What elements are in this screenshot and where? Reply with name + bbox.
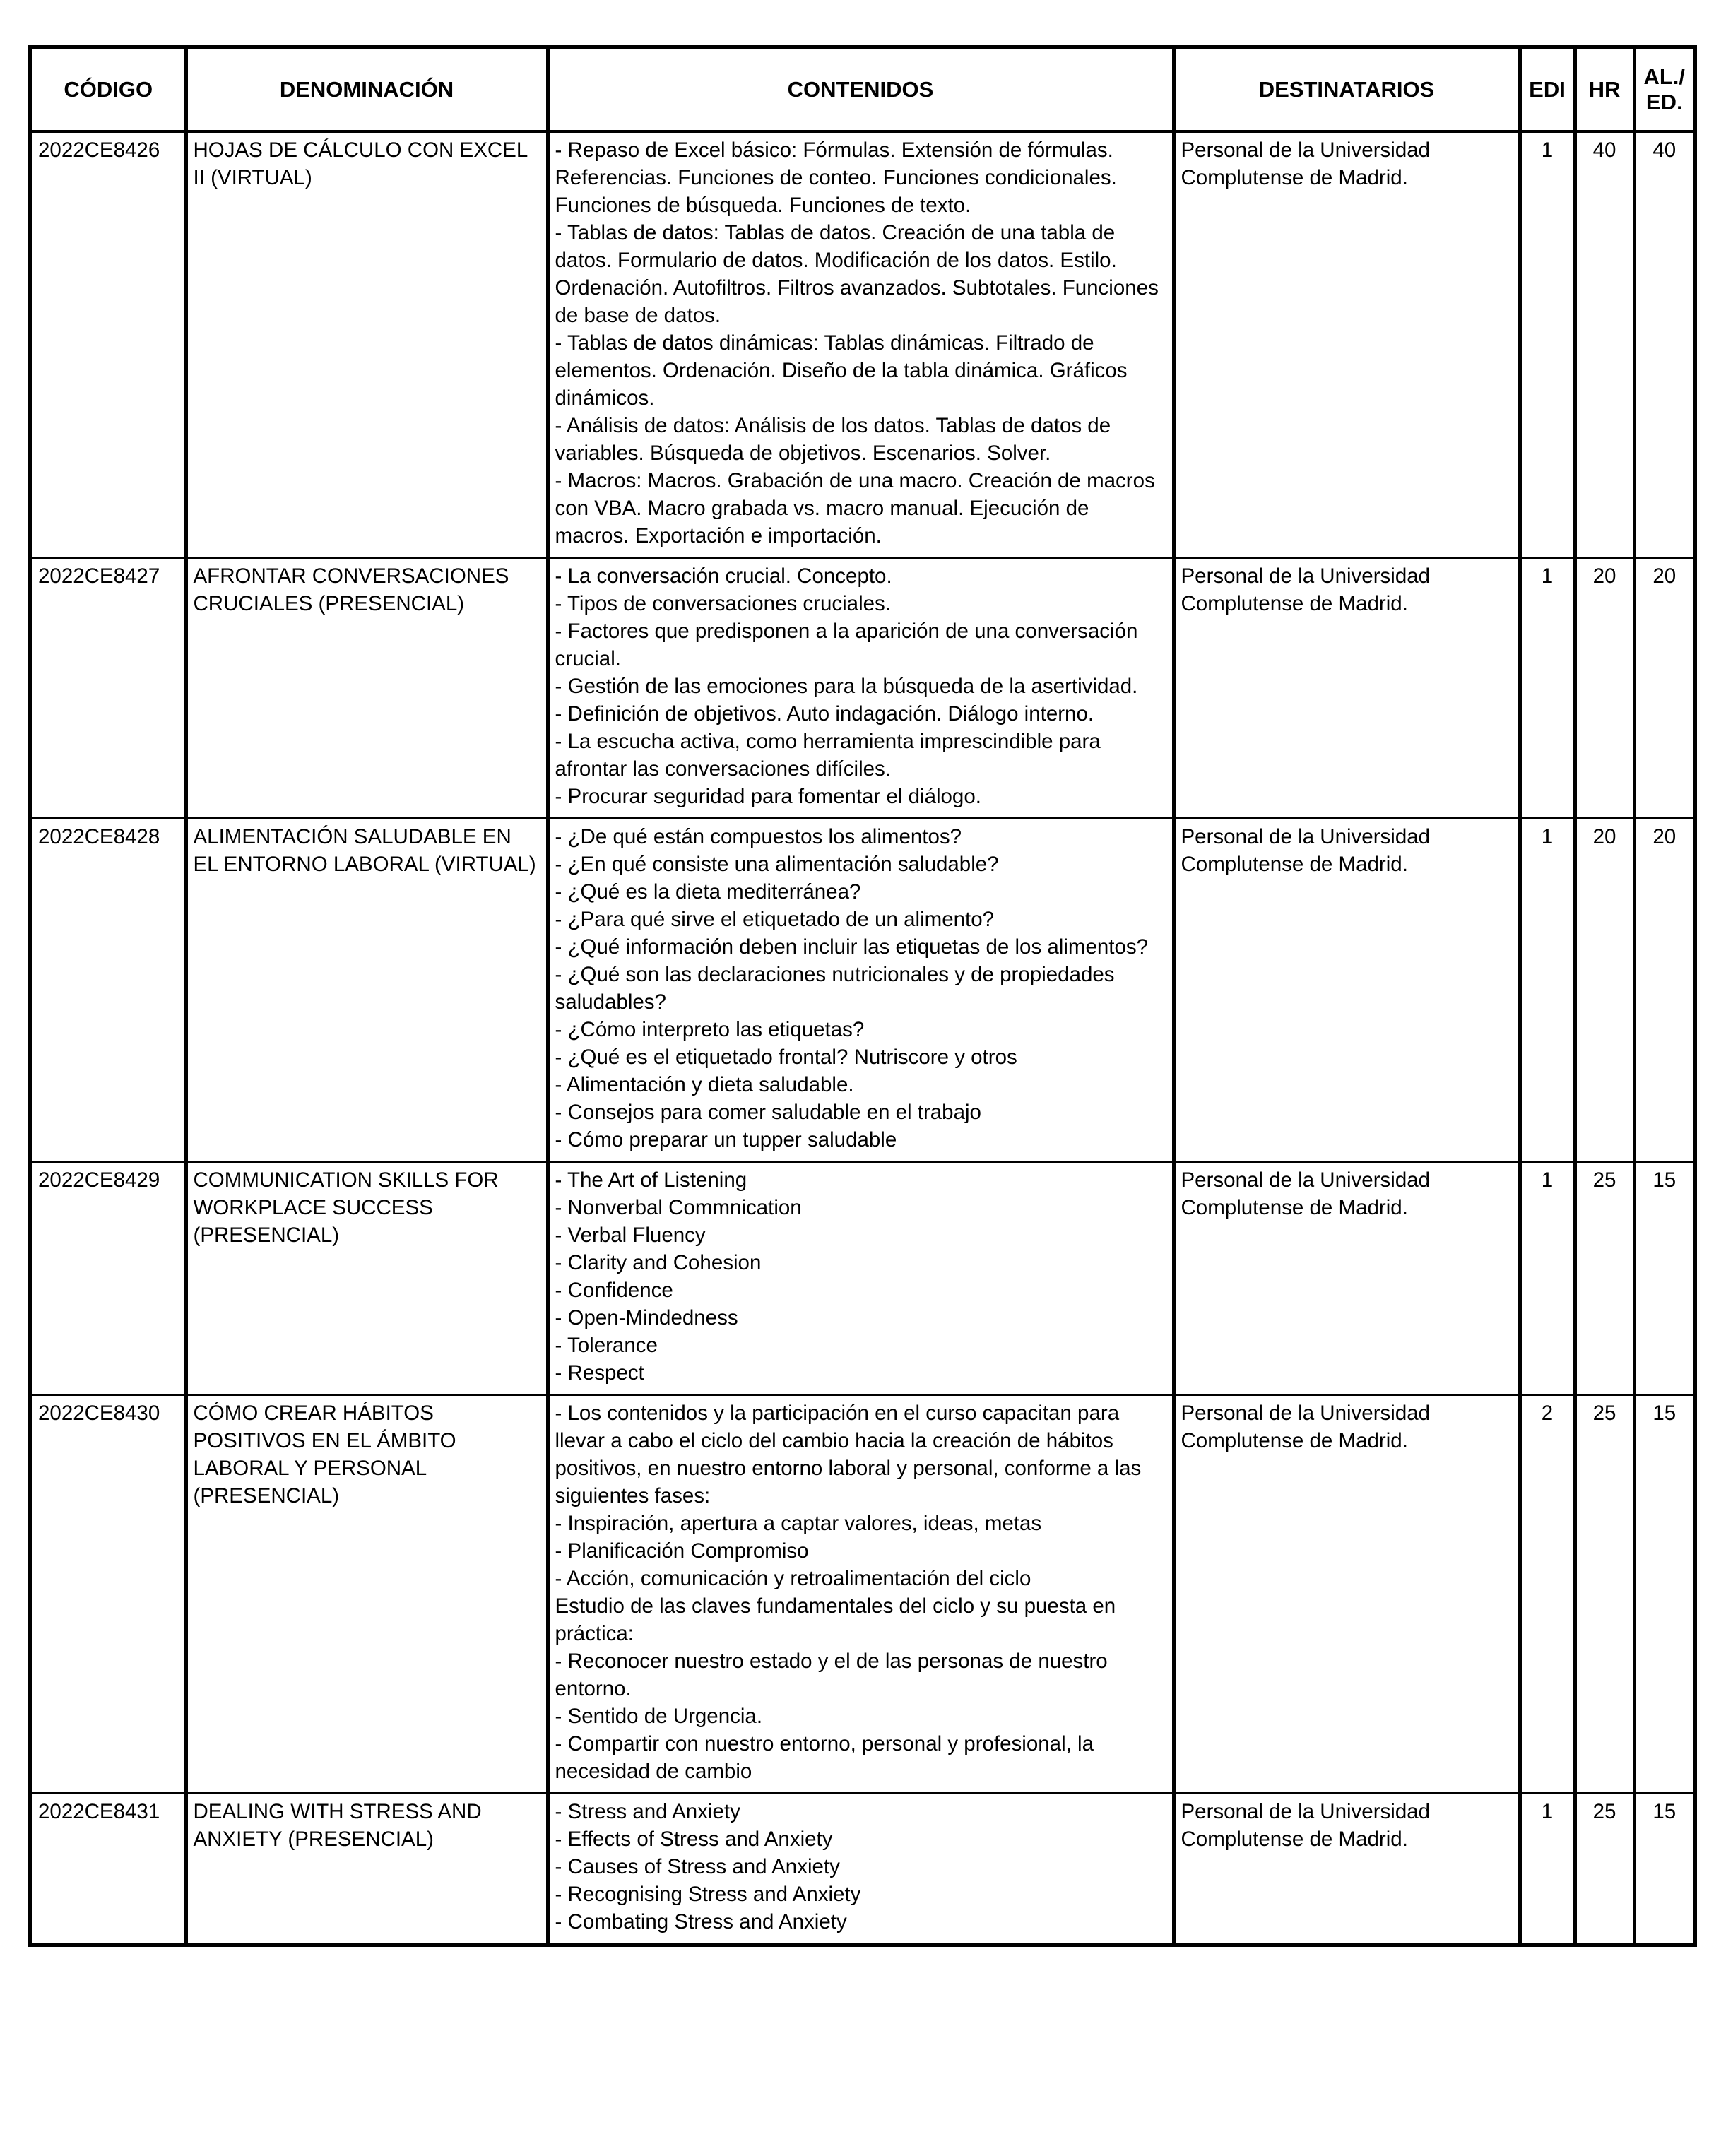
contenidos-line: - Macros: Macros. Grabación de una macro. Creación de macros con VBA. Macro grabada vs. macro manual. Ejecución de macros. Exportación e importación. bbox=[555, 469, 1155, 547]
table-row bbox=[30, 558, 1695, 819]
denominacion-cell: HOJAS DE CÁLCULO CON EXCEL II (VIRTUAL) bbox=[186, 131, 548, 558]
al-ed-cell: 20 bbox=[1634, 558, 1695, 819]
contenidos-line: - Effects of Stress and Anxiety bbox=[555, 1828, 833, 1851]
edi-cell: 1 bbox=[1520, 1162, 1575, 1395]
column-header-edi: EDI bbox=[1520, 47, 1575, 131]
contenidos-line: - Definición de objetivos. Auto indagación. Diálogo interno. bbox=[555, 702, 1094, 725]
column-header-hr: HR bbox=[1575, 47, 1634, 131]
contenidos-line: - Verbal Fluency bbox=[555, 1224, 706, 1247]
contenidos-line: - Gestión de las emociones para la búsqueda de la asertividad. bbox=[555, 675, 1138, 698]
edi-cell: 1 bbox=[1520, 819, 1575, 1162]
denominacion-cell: CÓMO CREAR HÁBITOS POSITIVOS EN EL ÁMBITO LABORAL Y PERSONAL (PRESENCIAL) bbox=[186, 1395, 548, 1794]
contenidos-line: - ¿En qué consiste una alimentación saludable? bbox=[555, 853, 999, 876]
contenidos-line: - Clarity and Cohesion bbox=[555, 1251, 762, 1274]
column-header-al-ed-line2: ED. bbox=[1645, 90, 1683, 114]
contenidos-line: - ¿Qué es el etiquetado frontal? Nutriscore y otros bbox=[555, 1046, 1017, 1069]
contenidos-line: - Consejos para comer saludable en el trabajo bbox=[555, 1101, 981, 1124]
table-row bbox=[30, 819, 1695, 1162]
contenidos-line: - Alimentación y dieta saludable. bbox=[555, 1073, 854, 1096]
al-ed-cell: 15 bbox=[1634, 1794, 1695, 1945]
column-header-codigo: CÓDIGO bbox=[30, 47, 186, 131]
contenidos-line: - Confidence bbox=[555, 1279, 673, 1302]
contenidos-cell bbox=[548, 131, 1173, 558]
hr-cell: 20 bbox=[1575, 819, 1634, 1162]
contenidos-line: - ¿De qué están compuestos los alimentos? bbox=[555, 825, 962, 848]
contenidos-cell bbox=[548, 1162, 1173, 1395]
hr-cell: 25 bbox=[1575, 1395, 1634, 1794]
edi-cell: 1 bbox=[1520, 1794, 1575, 1945]
codigo-cell: 2022CE8430 bbox=[30, 1395, 186, 1794]
codigo-cell: 2022CE8429 bbox=[30, 1162, 186, 1395]
table-row bbox=[30, 131, 1695, 558]
contenidos-line: - La escucha activa, como herramienta imprescindible para afrontar las conversaciones difíciles. bbox=[555, 730, 1101, 781]
column-header-al-ed-line1: AL./ bbox=[1643, 64, 1686, 89]
contenidos-line: - ¿Para qué sirve el etiquetado de un alimento? bbox=[555, 908, 995, 931]
codigo-cell: 2022CE8428 bbox=[30, 819, 186, 1162]
column-header-al-ed bbox=[1634, 47, 1695, 131]
al-ed-cell: 20 bbox=[1634, 819, 1695, 1162]
edi-cell: 1 bbox=[1520, 558, 1575, 819]
contenidos-line: - Recognising Stress and Anxiety bbox=[555, 1883, 861, 1906]
contenidos-line: - Planificación Compromiso bbox=[555, 1539, 809, 1563]
al-ed-cell: 40 bbox=[1634, 131, 1695, 558]
al-ed-cell: 15 bbox=[1634, 1162, 1695, 1395]
contenidos-line: - ¿Cómo interpreto las etiquetas? bbox=[555, 1018, 865, 1041]
denominacion-cell: COMMUNICATION SKILLS FOR WORKPLACE SUCCESS (PRESENCIAL) bbox=[186, 1162, 548, 1395]
contenidos-line: - Cómo preparar un tupper saludable bbox=[555, 1128, 897, 1151]
contenidos-line: - Open-Mindedness bbox=[555, 1306, 738, 1329]
table-row bbox=[30, 1395, 1695, 1794]
contenidos-line: - Procurar seguridad para fomentar el diálogo. bbox=[555, 785, 981, 808]
edi-cell: 2 bbox=[1520, 1395, 1575, 1794]
contenidos-line: - Stress and Anxiety bbox=[555, 1800, 740, 1823]
table-body bbox=[30, 131, 1695, 1945]
contenidos-line: Estudio de las claves fundamentales del ciclo y su puesta en práctica: bbox=[555, 1594, 1116, 1645]
contenidos-line: - The Art of Listening bbox=[555, 1168, 747, 1192]
contenidos-line: - Nonverbal Commnication bbox=[555, 1196, 802, 1219]
contenidos-line: - Repaso de Excel básico: Fórmulas. Extensión de fórmulas. Referencias. Funciones de conteo. Funciones condicionales. Funciones de búsqueda. Funciones de texto. bbox=[555, 138, 1117, 217]
contenidos-cell bbox=[548, 1794, 1173, 1945]
hr-cell: 40 bbox=[1575, 131, 1634, 558]
column-header-contenidos: CONTENIDOS bbox=[548, 47, 1173, 131]
table-row bbox=[30, 1162, 1695, 1395]
al-ed-cell: 15 bbox=[1634, 1395, 1695, 1794]
contenidos-line: - Sentido de Urgencia. bbox=[555, 1705, 763, 1728]
contenidos-line: - Causes of Stress and Anxiety bbox=[555, 1855, 840, 1878]
column-header-denominacion: DENOMINACIÓN bbox=[186, 47, 548, 131]
contenidos-line: - Análisis de datos: Análisis de los datos. Tablas de datos de variables. Búsqueda de objetivos. Escenarios. Solver. bbox=[555, 414, 1111, 465]
hr-cell: 25 bbox=[1575, 1162, 1634, 1395]
contenidos-line: - ¿Qué información deben incluir las etiquetas de los alimentos? bbox=[555, 935, 1149, 959]
destinatarios-cell: Personal de la Universidad Complutense de Madrid. bbox=[1173, 131, 1520, 558]
contenidos-line: - Combating Stress and Anxiety bbox=[555, 1910, 847, 1933]
hr-cell: 20 bbox=[1575, 558, 1634, 819]
destinatarios-cell: Personal de la Universidad Complutense de Madrid. bbox=[1173, 1794, 1520, 1945]
codigo-cell: 2022CE8427 bbox=[30, 558, 186, 819]
contenidos-line: - Tablas de datos dinámicas: Tablas dinámicas. Filtrado de elementos. Ordenación. Diseño de la tabla dinámica. Gráficos dinámicos. bbox=[555, 331, 1128, 410]
contenidos-line: - ¿Qué son las declaraciones nutricionales y de propiedades saludables? bbox=[555, 963, 1115, 1014]
column-header-destinatarios: DESTINATARIOS bbox=[1173, 47, 1520, 131]
contenidos-line: - Respect bbox=[555, 1361, 644, 1385]
destinatarios-cell: Personal de la Universidad Complutense de Madrid. bbox=[1173, 1395, 1520, 1794]
destinatarios-cell: Personal de la Universidad Complutense de Madrid. bbox=[1173, 558, 1520, 819]
contenidos-line: - Factores que predisponen a la aparición de una conversación crucial. bbox=[555, 620, 1138, 670]
contenidos-cell bbox=[548, 1395, 1173, 1794]
contenidos-cell bbox=[548, 558, 1173, 819]
contenidos-line: - Tipos de conversaciones cruciales. bbox=[555, 592, 892, 615]
contenidos-line: - Tablas de datos: Tablas de datos. Creación de una tabla de datos. Formulario de datos. Modificación de los datos. Estilo. Ordenación. Autofiltros. Filtros avanzados. Subtotales. Funciones de base de datos. bbox=[555, 221, 1159, 327]
header-row bbox=[30, 47, 1695, 131]
contenidos-line: - La conversación crucial. Concepto. bbox=[555, 564, 892, 588]
contenidos-line: - Tolerance bbox=[555, 1334, 658, 1357]
hr-cell: 25 bbox=[1575, 1794, 1634, 1945]
table-row bbox=[30, 1794, 1695, 1945]
courses-table bbox=[28, 45, 1697, 1947]
contenidos-cell bbox=[548, 819, 1173, 1162]
codigo-cell: 2022CE8431 bbox=[30, 1794, 186, 1945]
contenidos-line: - ¿Qué es la dieta mediterránea? bbox=[555, 880, 861, 904]
denominacion-cell: AFRONTAR CONVERSACIONES CRUCIALES (PRESENCIAL) bbox=[186, 558, 548, 819]
contenidos-line: - Acción, comunicación y retroalimentación del ciclo bbox=[555, 1567, 1031, 1590]
contenidos-line: - Compartir con nuestro entorno, personal y profesional, la necesidad de cambio bbox=[555, 1732, 1094, 1783]
codigo-cell: 2022CE8426 bbox=[30, 131, 186, 558]
denominacion-cell: ALIMENTACIÓN SALUDABLE EN EL ENTORNO LABORAL (VIRTUAL) bbox=[186, 819, 548, 1162]
edi-cell: 1 bbox=[1520, 131, 1575, 558]
contenidos-line: - Reconocer nuestro estado y el de las personas de nuestro entorno. bbox=[555, 1649, 1108, 1700]
destinatarios-cell: Personal de la Universidad Complutense de Madrid. bbox=[1173, 819, 1520, 1162]
denominacion-cell: DEALING WITH STRESS AND ANXIETY (PRESENCIAL) bbox=[186, 1794, 548, 1945]
contenidos-line: - Los contenidos y la participación en el curso capacitan para llevar a cabo el ciclo del cambio hacia la creación de hábitos positivos, en nuestro entorno laboral y personal, conforme a las siguientes fases: bbox=[555, 1402, 1142, 1508]
contenidos-line: - Inspiración, apertura a captar valores, ideas, metas bbox=[555, 1512, 1042, 1535]
destinatarios-cell: Personal de la Universidad Complutense de Madrid. bbox=[1173, 1162, 1520, 1395]
table-header bbox=[30, 47, 1695, 131]
